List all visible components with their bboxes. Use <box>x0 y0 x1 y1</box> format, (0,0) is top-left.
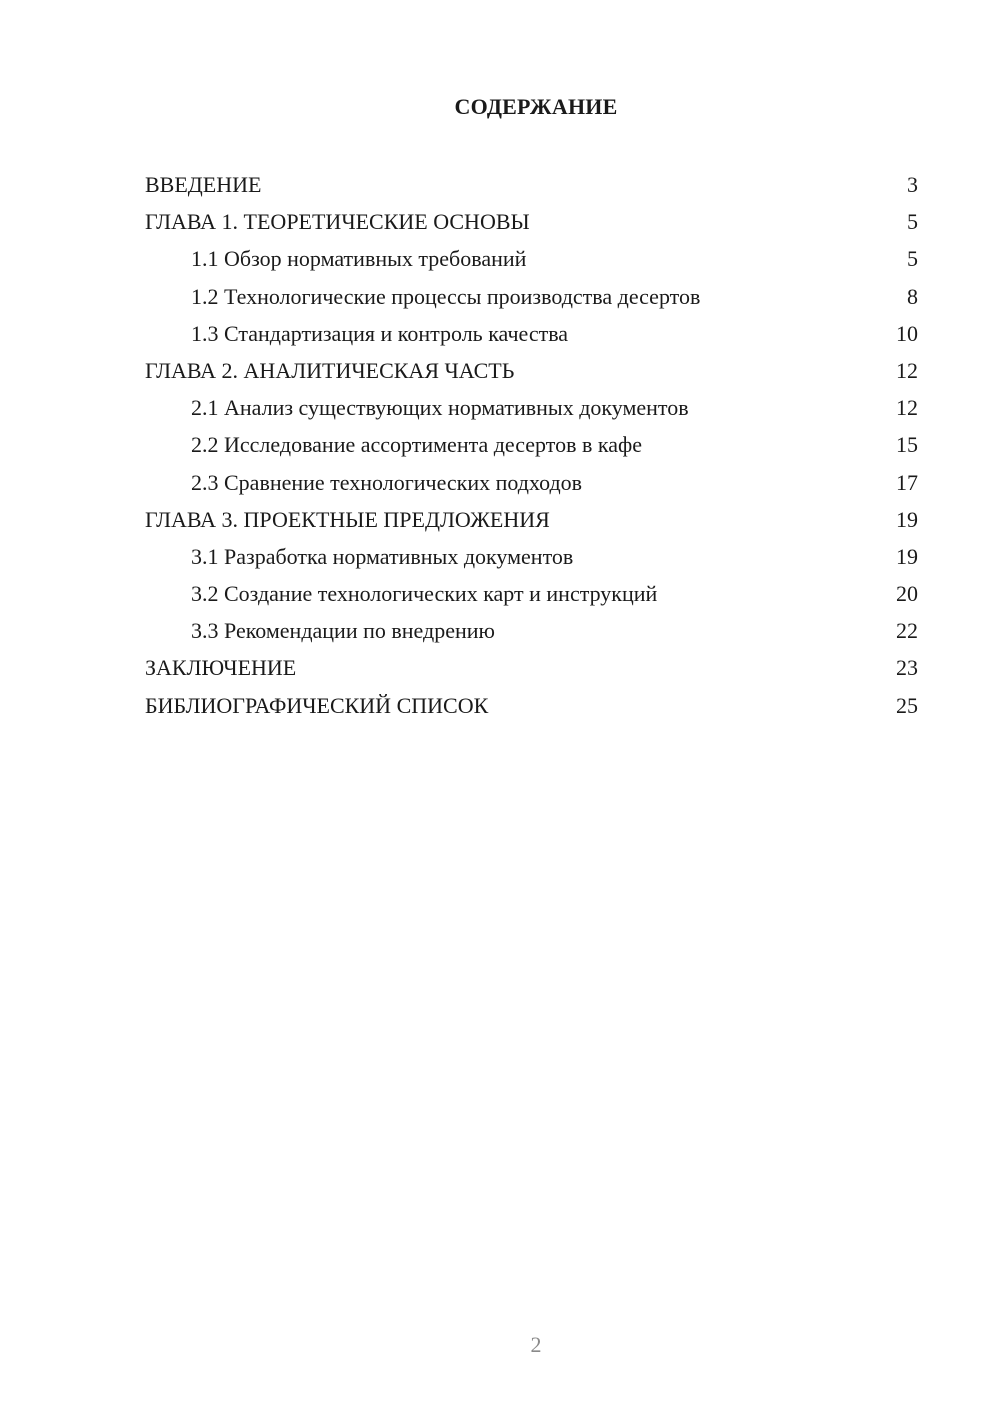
toc-entry <box>145 575 918 612</box>
toc-entry-text: ЗАКЛЮЧЕНИЕ <box>145 655 297 681</box>
toc-entry <box>145 389 918 426</box>
toc-entry-text: 1.1 Обзор нормативных требований <box>191 246 527 272</box>
toc-entry <box>145 464 918 501</box>
toc-entry <box>145 501 918 538</box>
toc-entry-page: 20 <box>896 581 918 607</box>
toc-entry-text: ГЛАВА 1. ТЕОРЕТИЧЕСКИЕ ОСНОВЫ <box>145 209 530 235</box>
toc-entry <box>145 538 918 575</box>
toc-entry-text: 1.2 Технологические процессы производства десертов <box>191 283 701 309</box>
toc-entry <box>145 315 918 352</box>
toc-entry <box>145 649 918 686</box>
toc-entry-page: 12 <box>896 357 918 383</box>
toc-entry-page: 5 <box>907 209 918 235</box>
toc-entry <box>145 166 918 203</box>
toc-entry-text: ГЛАВА 2. АНАЛИТИЧЕСКАЯ ЧАСТЬ <box>145 357 515 383</box>
toc-entry-text: 3.1 Разработка нормативных документов <box>191 543 574 569</box>
toc-title: СОДЕРЖАНИЕ <box>454 94 618 119</box>
toc-entry-page: 17 <box>896 469 918 495</box>
toc-entry-page: 19 <box>896 506 918 532</box>
toc-entry-page: 25 <box>896 692 918 718</box>
toc-entry-page: 12 <box>896 395 918 421</box>
toc-entry-text: ВВЕДЕНИЕ <box>145 172 262 197</box>
toc-entry <box>145 203 918 240</box>
toc-entry-text: ГЛАВА 3. ПРОЕКТНЫЕ ПРЕДЛОЖЕНИЯ <box>145 506 550 532</box>
toc-entry-page: 5 <box>907 246 918 272</box>
toc-entry-page: 8 <box>907 283 918 309</box>
toc-entry-page: 10 <box>896 320 918 346</box>
toc-entry <box>145 240 918 277</box>
page-number: 2 <box>530 1332 542 1357</box>
toc-entry-text: 1.3 Стандартизация и контроль качества <box>191 320 569 346</box>
toc-entry-text: 3.3 Рекомендации по внедрению <box>191 618 495 644</box>
toc-list <box>145 166 918 724</box>
toc-entry-page: 15 <box>896 432 918 458</box>
toc-entry-page: 3 <box>907 172 918 197</box>
toc-entry-text: 2.3 Сравнение технологических подходов <box>191 469 583 495</box>
toc-entry <box>145 352 918 389</box>
toc-entry-page: 19 <box>896 543 918 569</box>
toc-entry-page: 22 <box>896 618 918 644</box>
toc-entry-text: 2.2 Исследование ассортимента десертов в кафе <box>191 432 642 458</box>
toc-entry-page: 23 <box>896 655 918 681</box>
toc-entry <box>145 278 918 315</box>
toc-entry-text: БИБЛИОГРАФИЧЕСКИЙ СПИСОК <box>145 692 489 718</box>
toc-entry <box>145 426 918 463</box>
toc-entry-text: 2.1 Анализ существующих нормативных документов <box>191 395 689 421</box>
toc-entry-text: 3.2 Создание технологических карт и инструкций <box>191 581 658 607</box>
toc-entry <box>145 612 918 649</box>
toc-entry <box>145 687 918 724</box>
